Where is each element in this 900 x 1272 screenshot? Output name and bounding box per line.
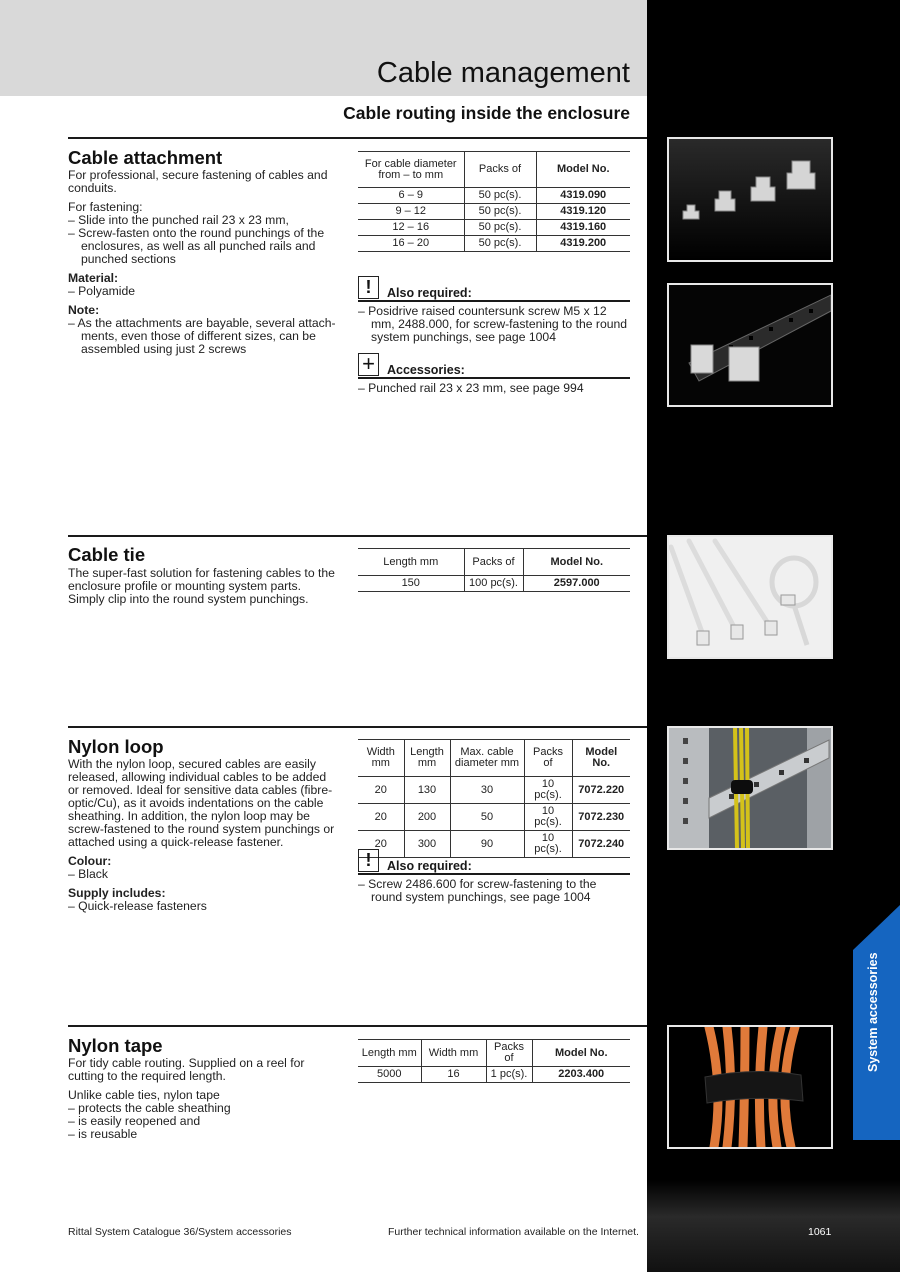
page-subtitle: Cable routing inside the enclosure (343, 103, 630, 123)
section-title-cable-tie: Cable tie (68, 544, 146, 565)
table-row: 150 100 pc(s). 2597.000 (358, 576, 630, 592)
table-row: 12 – 16 50 pc(s). 4319.160 (358, 220, 630, 236)
nylon-loop-photo (667, 726, 833, 850)
table-row: 20 200 50 10 pc(s). 7072.230 (358, 804, 630, 831)
page-number: 1061 (808, 1226, 832, 1238)
accessories-box: + Accessories: – Punched rail 23 x 23 mm, see page 994 (358, 353, 630, 395)
plus-icon: + (358, 353, 379, 376)
section-divider (68, 535, 647, 537)
table-row: 5000 16 1 pc(s). 2203.400 (358, 1067, 630, 1083)
section-title-nylon-tape: Nylon tape (68, 1035, 163, 1056)
footer-catalogue: Rittal System Catalogue 36/System accessories (68, 1226, 292, 1238)
table-row: 16 – 20 50 pc(s). 4319.200 (358, 236, 630, 252)
section-title-nylon-loop: Nylon loop (68, 736, 164, 757)
cable-attachment-photo (667, 137, 833, 262)
table-row: 6 – 9 50 pc(s). 4319.090 (358, 188, 630, 204)
footer-info: Further technical information available on the Internet. (388, 1226, 639, 1238)
nylon-tape-description: For tidy cable routing. Supplied on a reel for cutting to the required length. Unlike cable ties, nylon tape – protects the cable sheathing – is easily reopened and – is reusable (68, 1056, 305, 1141)
nylon-loop-description: With the nylon loop, secured cables are easily released, allowing individual cables to be added or removed. Ideal for sensitive data cables (fibre-optic/Cu), as it avoids indentations on the cable sheathing. In addition, the nylon loop may be screw-fastened to the round system punchings or attached using a quick-release fastener. Colour: – Black Supply includes: – Quick-release fasteners (68, 757, 335, 913)
cable-tie-photo (667, 535, 833, 659)
cable-attachment-table: For cable diameter from – to mm Packs of Model No. 6 – 9 50 pc(s). 4319.090 9 – 12 50 pc(s). 4319.120 12 – 16 50 pc(s). 4319.160 16 – 20 50 pc(s). 4319.200 (358, 151, 630, 252)
also-required-box: ! Also required: – Posidrive raised countersunk screw M5 x 12 mm, 2488.000, for screw-fastening to the round system punchings, see page 1004 (358, 276, 630, 344)
table-row: 20 130 30 10 pc(s). 7072.220 (358, 777, 630, 804)
side-tab-label[interactable]: System accessories (866, 952, 880, 1072)
cable-attachment-description: For professional, secure fastening of cables and conduits. For fastening: – Slide into the punched rail 23 x 23 mm, – Screw-fasten onto the round punchings of the enclosures, as well as all punched rails and punched sections Material: – Polyamide Note: – As the attachments are bayable, several attachments, even those of different sizes, can be assembled using just 2 screws (68, 168, 336, 356)
cable-tie-table: Length mm Packs of Model No. 150 100 pc(s). 2597.000 (358, 548, 630, 592)
section-divider (68, 137, 647, 139)
section-divider (68, 1025, 647, 1027)
cable-attachment-rail-photo (667, 283, 833, 407)
nylon-loop-also-required-box: ! Also required: – Screw 2486.600 for screw-fastening to the round system punchings, see page 1004 (358, 849, 630, 904)
nylon-tape-photo (667, 1025, 833, 1149)
exclamation-icon: ! (358, 849, 379, 872)
table-row: 20 300 90 10 pc(s). 7072.240 (358, 831, 630, 858)
table-row: 9 – 12 50 pc(s). 4319.120 (358, 204, 630, 220)
nylon-loop-table: Width mm Length mm Max. cable diameter mm Packs of Model No. 20 130 30 10 pc(s). 7072.220 20 200 50 10 pc(s). 7072.230 20 300 90 10 pc(s). 7072.240 (358, 739, 630, 858)
section-title-cable-attachment: Cable attachment (68, 147, 223, 168)
exclamation-icon: ! (358, 276, 379, 299)
nylon-tape-table: Length mm Width mm Packs of Model No. 5000 16 1 pc(s). 2203.400 (358, 1039, 630, 1083)
section-divider (68, 726, 647, 728)
page-title: Cable management (376, 57, 630, 89)
cable-tie-description: The super-fast solution for fastening cables to the enclosure profile or mounting system parts. Simply clip into the round system punchings. (68, 566, 335, 606)
